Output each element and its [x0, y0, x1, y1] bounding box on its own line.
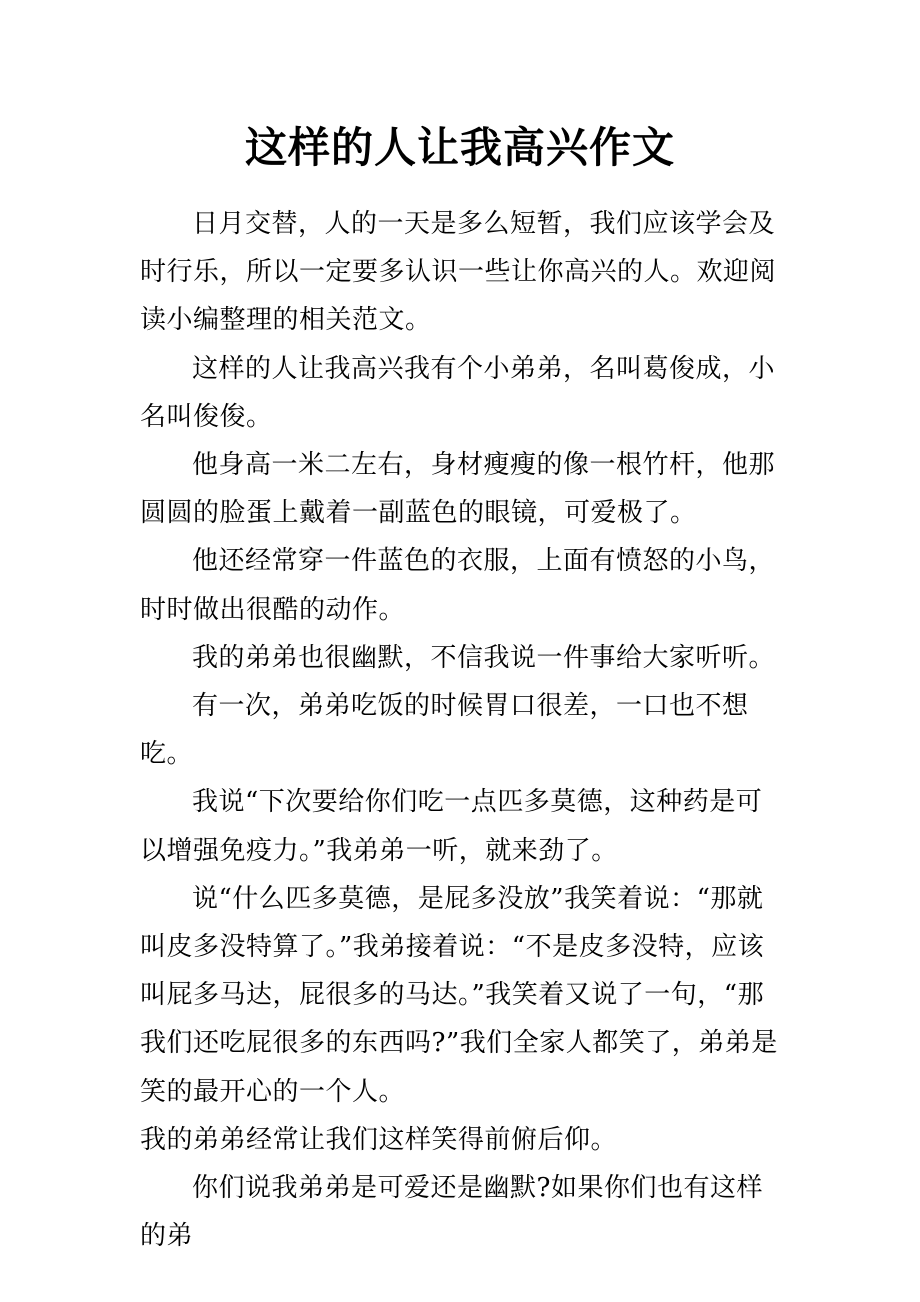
document-title: 这样的人让我高兴作文 [244, 123, 675, 172]
paragraph: 你们说我弟弟是可爱还是幽默?如果你们也有这样的弟 [140, 1173, 763, 1252]
paragraph: 他身高一米二左右，身材瘦瘦的像一根竹杆，他那圆圆的脸蛋上戴着一副蓝色的眼镜，可爱极了。 [140, 450, 776, 529]
paragraph: 我的弟弟经常让我们这样笑得前俯后仰。 [140, 1124, 618, 1155]
paragraph: 我的弟弟也很幽默，不信我说一件事给大家听听。 [192, 642, 776, 673]
paragraph: 有一次，弟弟吃饭的时候胃口很差，一口也不想吃。 [140, 691, 749, 770]
paragraph: 说“什么匹多莫德，是屁多没放”我笑着说：“那就叫皮多没特算了。”我弟接着说：“不是皮多没特，应该叫屁多马达，屁很多的马达。”我笑着又说了一句，“那我们还吃屁很多的东西吗?”我们全家人都笑了，弟弟是笑的最开心的一个人。 [140, 883, 778, 1107]
paragraph: 这样的人让我高兴我有个小弟弟，名叫葛俊成，小名叫俊俊。 [140, 353, 776, 432]
paragraph: 他还经常穿一件蓝色的衣服，上面有愤怒的小鸟，时时做出很酷的动作。 [140, 546, 776, 625]
paragraph: 日月交替，人的一天是多么短暂，我们应该学会及时行乐，所以一定要多认识一些让你高兴的人。欢迎阅读小编整理的相关范文。 [140, 209, 777, 336]
paragraph: 我说“下次要给你们吃一点匹多莫德，这种药是可以增强免疫力。”我弟弟一听，就来劲了。 [140, 787, 763, 866]
document-body [140, 200, 785, 1260]
